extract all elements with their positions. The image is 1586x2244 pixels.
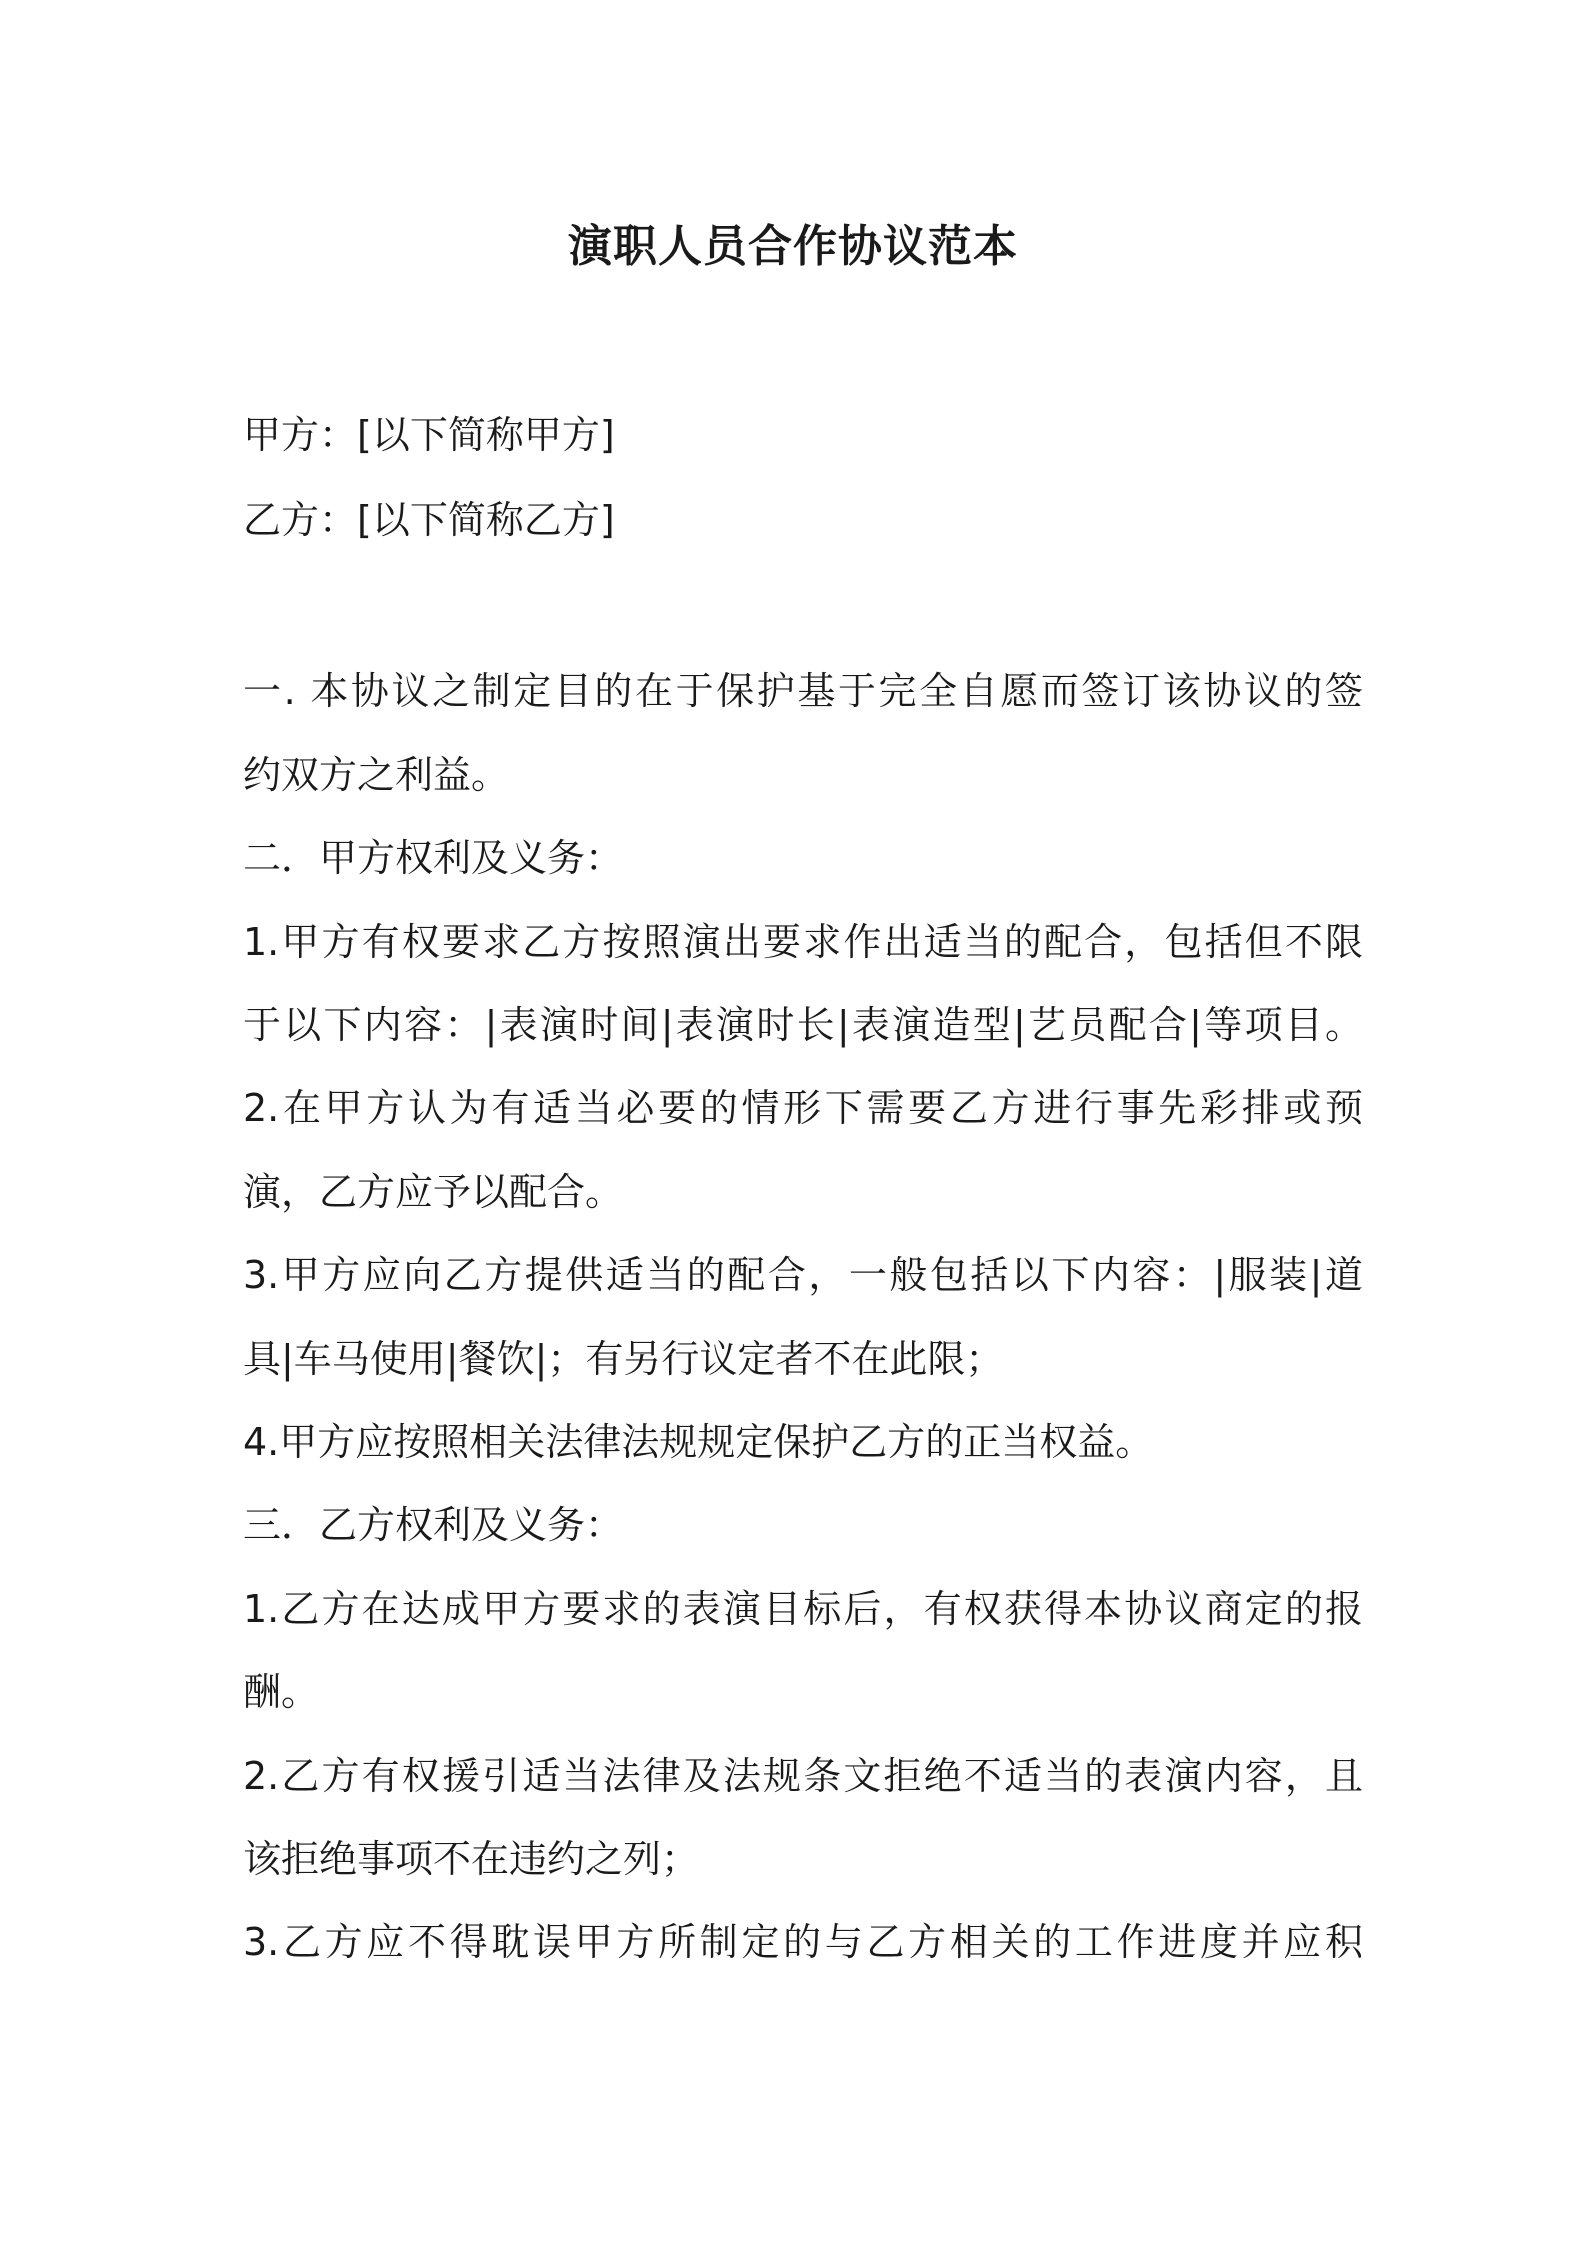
clause-line: 1.乙方在达成甲方要求的表演目标后，有权获得本协议商定的报 bbox=[243, 1587, 1363, 1631]
clause-line: 酬。 bbox=[243, 1670, 320, 1714]
clause-line: 具|车马使用|餐饮|；有另行议定者不在此限； bbox=[243, 1337, 1004, 1381]
clause-line: 4.甲方应按照相关法律法规规定保护乙方的正当权益。 bbox=[243, 1420, 1154, 1464]
section-heading: 二．甲方权利及义务： bbox=[243, 836, 624, 880]
clause-line: 3.甲方应向乙方提供适当的配合，一般包括以下内容：|服装|道 bbox=[243, 1253, 1363, 1297]
clause-line: 3.乙方应不得耽误甲方所制定的与乙方相关的工作进度并应积 bbox=[243, 1920, 1363, 1964]
clause-line: 演，乙方应予以配合。 bbox=[243, 1170, 624, 1214]
party-a-line: 甲方：[以下简称甲方] bbox=[243, 413, 615, 457]
clause-line: 2.乙方有权援引适当法律及法规条文拒绝不适当的表演内容，且 bbox=[243, 1754, 1363, 1798]
clause-line: 该拒绝事项不在违约之列； bbox=[243, 1837, 700, 1881]
clause-line: 2.在甲方认为有适当必要的情形下需要乙方进行事先彩排或预 bbox=[243, 1086, 1363, 1130]
section-heading: 三．乙方权利及义务： bbox=[243, 1503, 624, 1547]
document-title: 演职人员合作协议范本 bbox=[568, 221, 1018, 272]
clause-line: 约双方之利益。 bbox=[243, 753, 510, 797]
party-b-line: 乙方：[以下简称乙方] bbox=[243, 498, 615, 542]
clause-line: 一. 本协议之制定目的在于保护基于完全自愿而签订该协议的签 bbox=[243, 669, 1363, 713]
clause-line: 1.甲方有权要求乙方按照演出要求作出适当的配合，包括但不限 bbox=[243, 920, 1363, 964]
clause-line: 于以下内容：|表演时间|表演时长|表演造型|艺员配合|等项目。 bbox=[243, 1003, 1363, 1047]
